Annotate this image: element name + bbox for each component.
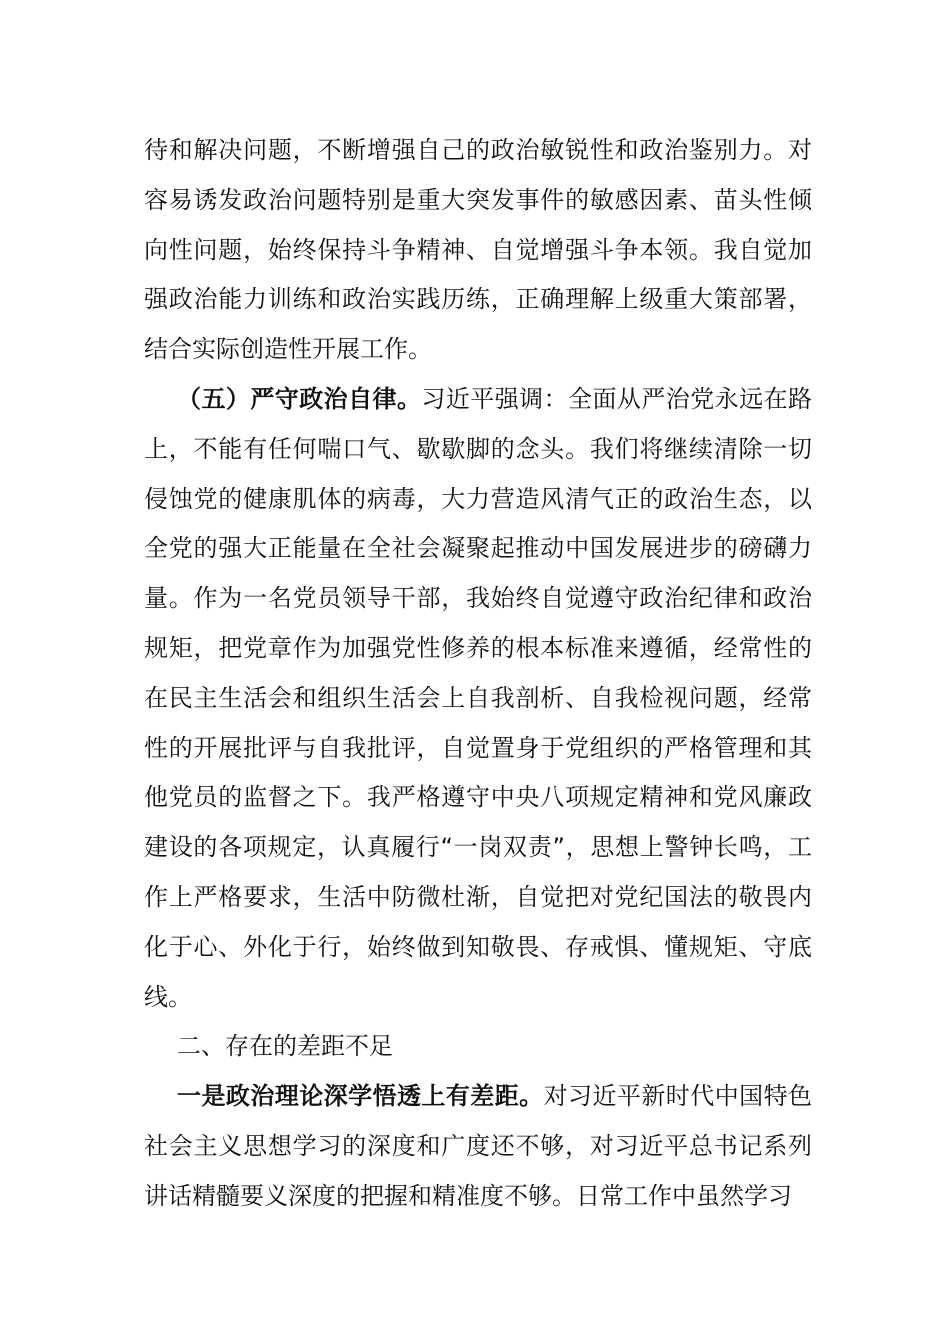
section-title-gaps [144,1022,812,1072]
paragraph-text: 待和解决问题，不断增强自己的政治敏锐性和政治鉴别力。对容易诱发政治问题特别是重大突发事件的敏感因素、苗头性倾向性问题，始终保持斗争精神、自觉增强斗争本领。我自觉加强政治能力训练和政治实践历练，正确理解上级重大策部署，结合实际创造性开展工作。 [144,136,812,364]
paragraph-political-self-discipline [144,375,812,1022]
paragraph-continuation [144,126,812,375]
paragraph-text: 对习近平新时代中国特色社会主义思想学习的深度和广度还不够，对习近平总书记系列讲话精髓要义深度的把握和精准度不够。日常工作中虽然学习 [144,1082,813,1210]
paragraph-theory-gap [144,1072,812,1221]
document-body [144,126,812,1222]
section-heading: （五）严守政治自律。 [177,384,422,413]
item-heading: 一是政治理论深学悟透上有差距。 [177,1082,544,1111]
section-title-text: 二、存在的差距不足 [177,1032,393,1061]
paragraph-text: 习近平强调：全面从严治党永远在路上，不能有任何喘口气、歇歇脚的念头。我们将继续清除一切侵蚀党的健康肌体的病毒，大力营造风清气正的政治生态，以全党的强大正能量在全社会凝聚起推动中国发展进步的磅礴力量。作为一名党员领导干部，我始终自觉遵守政治纪律和政治规矩，把党章作为加强党性修养的根本标准来遵循，经常性的在民主生活会和组织生活会上自我剖析、自我检视问题，经常性的开展批评与自我批评，自觉置身于党组织的严格管理和其他党员的监督之下。我严格遵守中央八项规定精神和党风廉政建设的各项规定，认真履行“一岗双责”，思想上警钟长鸣，工作上严格要求，生活中防微杜渐，自觉把对党纪国法的敬畏内化于心、外化于行，始终做到知敬畏、存戒惧、懂规矩、守底线。 [144,384,813,1011]
